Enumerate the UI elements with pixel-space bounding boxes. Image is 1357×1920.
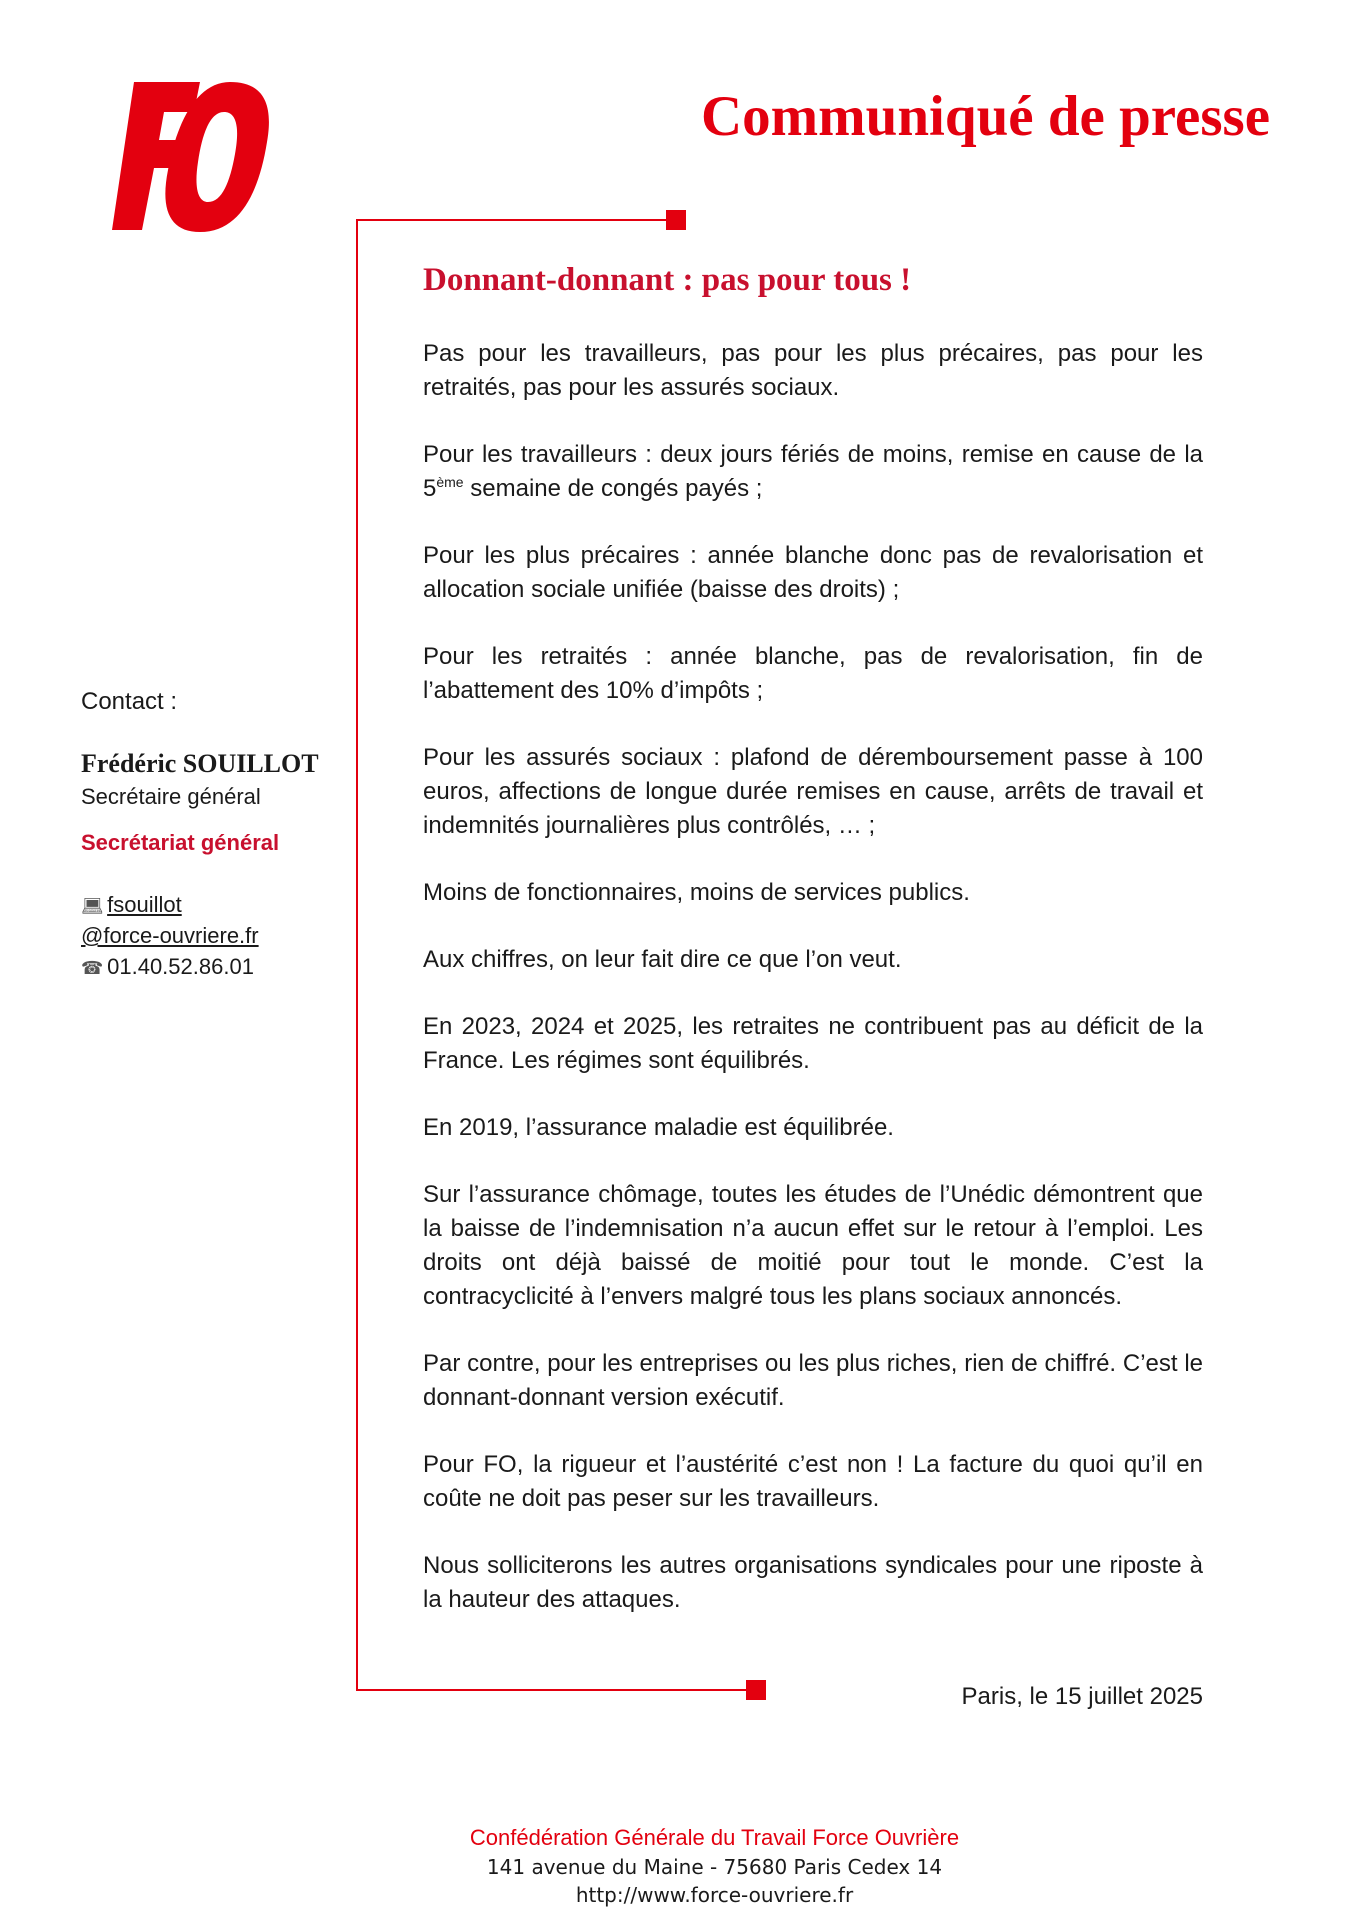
article-headline: Donnant-donnant : pas pour tous ! — [423, 262, 912, 298]
paragraph: Pour les assurés sociaux : plafond de déremboursement passe à 100 euros, affections de longue durée remises en cause, arrêts de travail et indemnités journalières plus contrôlés, … ; — [423, 744, 1203, 839]
phone-number: 01.40.52.86.01 — [107, 954, 254, 979]
footer — [0, 1823, 1357, 1909]
paragraph: Moins de fonctionnaires, moins de services publics. — [423, 879, 970, 906]
paragraph: En 2023, 2024 et 2025, les retraites ne contribuent pas au déficit de la France. Les régimes sont équilibrés. — [423, 1013, 1203, 1074]
superscript: ème — [436, 474, 464, 490]
contact-email-line2 — [81, 923, 259, 949]
paragraph: Pour les travailleurs : deux jours fériés de moins, remise en cause de la 5ème semaine de congés payés ; — [423, 441, 1203, 502]
footer-organization: Confédération Générale du Travail Force Ouvrière — [469, 1825, 960, 1850]
frame-top-square — [666, 210, 686, 230]
email-link-domain[interactable]: @force-ouvriere.fr — [81, 923, 259, 948]
paragraph: Aux chiffres, on leur fait dire ce que l’on veut. — [423, 946, 902, 973]
paragraph: Par contre, pour les entreprises ou les plus riches, rien de chiffré. C’est le donnant-donnant version exécutif. — [423, 1350, 1203, 1411]
paragraph: En 2019, l’assurance maladie est équilibrée. — [423, 1114, 894, 1141]
contact-role: Secrétaire général — [81, 784, 261, 809]
paragraph: Pour les plus précaires : année blanche donc pas de revalorisation et allocation sociale unifiée (baisse des droits) ; — [423, 542, 1203, 603]
email-link[interactable]: fsouillot — [107, 892, 182, 917]
release-date: Paris, le 15 juillet 2025 — [961, 1683, 1203, 1710]
footer-address: 141 avenue du Maine - 75680 Paris Cedex 14 — [486, 1855, 943, 1879]
paragraph: Pour FO, la rigueur et l’austérité c’est non ! La facture du quoi qu’il en coûte ne doit pas peser sur les travailleurs. — [423, 1451, 1203, 1512]
frame-bottom-line — [356, 1689, 756, 1691]
frame-vertical-line — [356, 219, 358, 1691]
frame-bottom-square — [746, 1680, 766, 1700]
paragraph: Pour les retraités : année blanche, pas de revalorisation, fin de l’abattement des 10% d’impôts ; — [423, 643, 1203, 704]
article-body — [423, 337, 1203, 1650]
computer-icon: 💻︎ — [81, 896, 104, 916]
contact-department: Secrétariat général — [81, 830, 280, 855]
contact-label: Contact : — [81, 688, 178, 715]
press-release-title: Communiqué de presse — [701, 85, 1270, 148]
frame-top-line — [356, 219, 674, 221]
paragraph: Pas pour les travailleurs, pas pour les plus précaires, pas pour les retraités, pas pour les assurés sociaux. — [423, 340, 1203, 401]
phone-icon: ☎ — [81, 958, 104, 978]
contact-email-line1 — [81, 892, 182, 918]
paragraph: Nous solliciterons les autres organisations syndicales pour une riposte à la hauteur des attaques. — [423, 1552, 1203, 1613]
fo-logo — [112, 82, 272, 232]
paragraph: Sur l’assurance chômage, toutes les études de l’Unédic démontrent que la baisse de l’indemnisation n’a aucun effet sur le retour à l’emploi. Les droits ont déjà baissé de moitié pour tout le monde. C’est la contracyclicité à l’envers malgré tous les plans sociaux annoncés. — [423, 1181, 1203, 1310]
footer-url[interactable]: http://www.force-ouvriere.fr — [575, 1883, 854, 1907]
contact-phone — [81, 954, 254, 980]
contact-name: Frédéric SOUILLOT — [81, 749, 319, 778]
